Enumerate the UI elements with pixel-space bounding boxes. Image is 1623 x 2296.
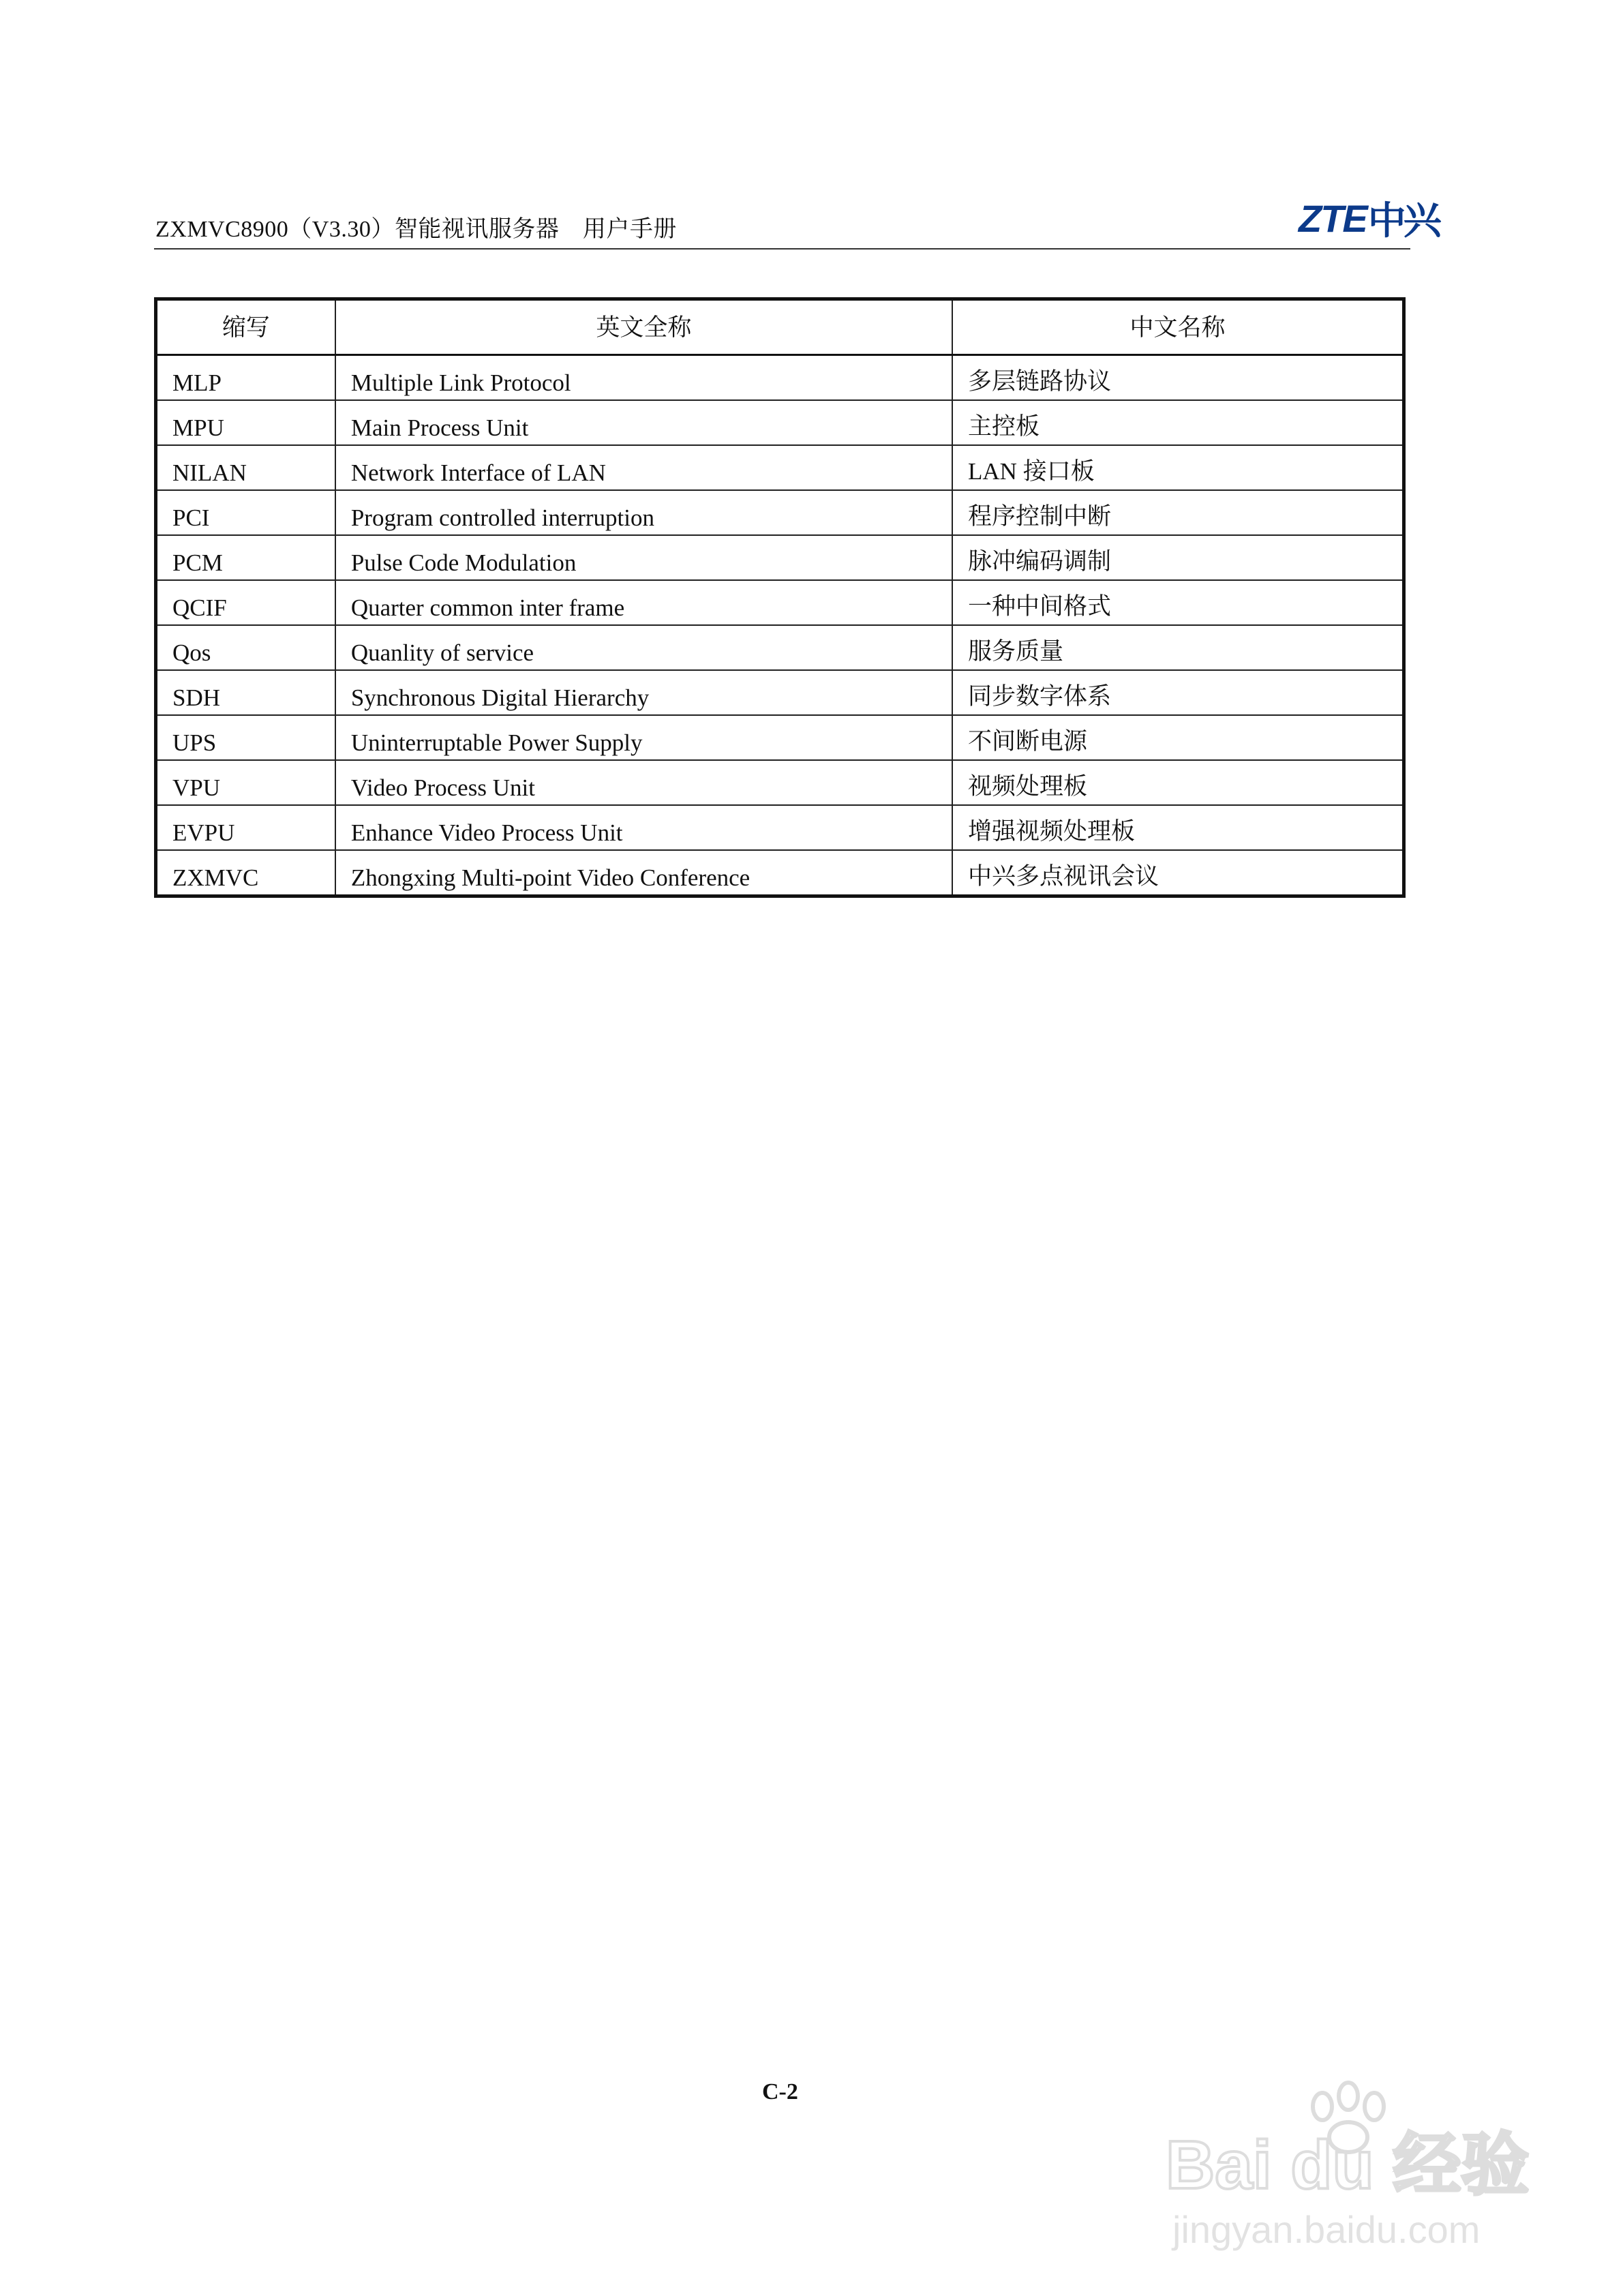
english-name-cell: Main Process Unit (335, 400, 952, 445)
english-name-cell: Pulse Code Modulation (335, 535, 952, 580)
abbreviation-cell: EVPU (156, 805, 335, 850)
chinese-name-cell: 中兴多点视讯会议 (952, 850, 1404, 896)
table-row (156, 850, 1404, 896)
table-row (156, 805, 1404, 850)
table-row (156, 760, 1404, 805)
document-header-title: ZXMVC8900（V3.30）智能视讯服务器 用户手册 (155, 217, 677, 242)
chinese-name-cell: 不间断电源 (952, 715, 1404, 760)
logo-latin: ZTE (1299, 196, 1367, 240)
abbreviation-cell: PCI (156, 490, 335, 535)
abbreviation-cell: PCM (156, 535, 335, 580)
watermark-brand: Bai du 经验 (1166, 2127, 1530, 2203)
abbreviation-table (154, 297, 1406, 898)
abbreviation-cell: VPU (156, 760, 335, 805)
table-row (156, 355, 1404, 401)
column-header-chinese-name: 中文名称 (952, 299, 1404, 355)
abbreviation-cell: MLP (156, 355, 335, 401)
chinese-name-cell: 服务质量 (952, 625, 1404, 670)
chinese-name-cell: 脉冲编码调制 (952, 535, 1404, 580)
english-name-cell: Quarter common inter frame (335, 580, 952, 625)
english-name-cell: Quanlity of service (335, 625, 952, 670)
zte-logo (1299, 196, 1439, 242)
column-header-abbreviation: 缩写 (156, 299, 335, 355)
english-name-cell: Zhongxing Multi-point Video Conference (335, 850, 952, 896)
abbreviation-cell: MPU (156, 400, 335, 445)
table-row (156, 445, 1404, 490)
english-name-cell: Enhance Video Process Unit (335, 805, 952, 850)
abbreviation-cell: UPS (156, 715, 335, 760)
abbreviation-cell: NILAN (156, 445, 335, 490)
chinese-name-cell: LAN 接口板 (952, 445, 1404, 490)
english-name-cell: Multiple Link Protocol (335, 355, 952, 401)
chinese-name-cell: 同步数字体系 (952, 670, 1404, 715)
header-divider (154, 248, 1410, 250)
english-name-cell: Synchronous Digital Hierarchy (335, 670, 952, 715)
logo-chinese: 中兴 (1367, 199, 1439, 242)
english-name-cell: Network Interface of LAN (335, 445, 952, 490)
abbreviation-cell: SDH (156, 670, 335, 715)
english-name-cell: Uninterruptable Power Supply (335, 715, 952, 760)
english-name-cell: Program controlled interruption (335, 490, 952, 535)
abbreviation-cell: Qos (156, 625, 335, 670)
table-row (156, 670, 1404, 715)
table-row (156, 715, 1404, 760)
table-row (156, 535, 1404, 580)
abbreviation-cell: QCIF (156, 580, 335, 625)
table-header-row (156, 299, 1404, 355)
baidu-jingyan-watermark (1159, 2059, 1568, 2263)
table-row (156, 400, 1404, 445)
chinese-name-cell: 主控板 (952, 400, 1404, 445)
chinese-name-cell: 视频处理板 (952, 760, 1404, 805)
chinese-name-cell: 增强视频处理板 (952, 805, 1404, 850)
english-name-cell: Video Process Unit (335, 760, 952, 805)
table-row (156, 490, 1404, 535)
table-row (156, 580, 1404, 625)
table-row (156, 625, 1404, 670)
chinese-name-cell: 程序控制中断 (952, 490, 1404, 535)
abbreviation-cell: ZXMVC (156, 850, 335, 896)
chinese-name-cell: 一种中间格式 (952, 580, 1404, 625)
column-header-english-name: 英文全称 (335, 299, 952, 355)
paw-toe-icon (1313, 2093, 1332, 2120)
chinese-name-cell: 多层链路协议 (952, 355, 1404, 401)
page-number: C-2 (762, 2079, 798, 2104)
watermark-url: jingyan.baidu.com (1172, 2208, 1481, 2251)
